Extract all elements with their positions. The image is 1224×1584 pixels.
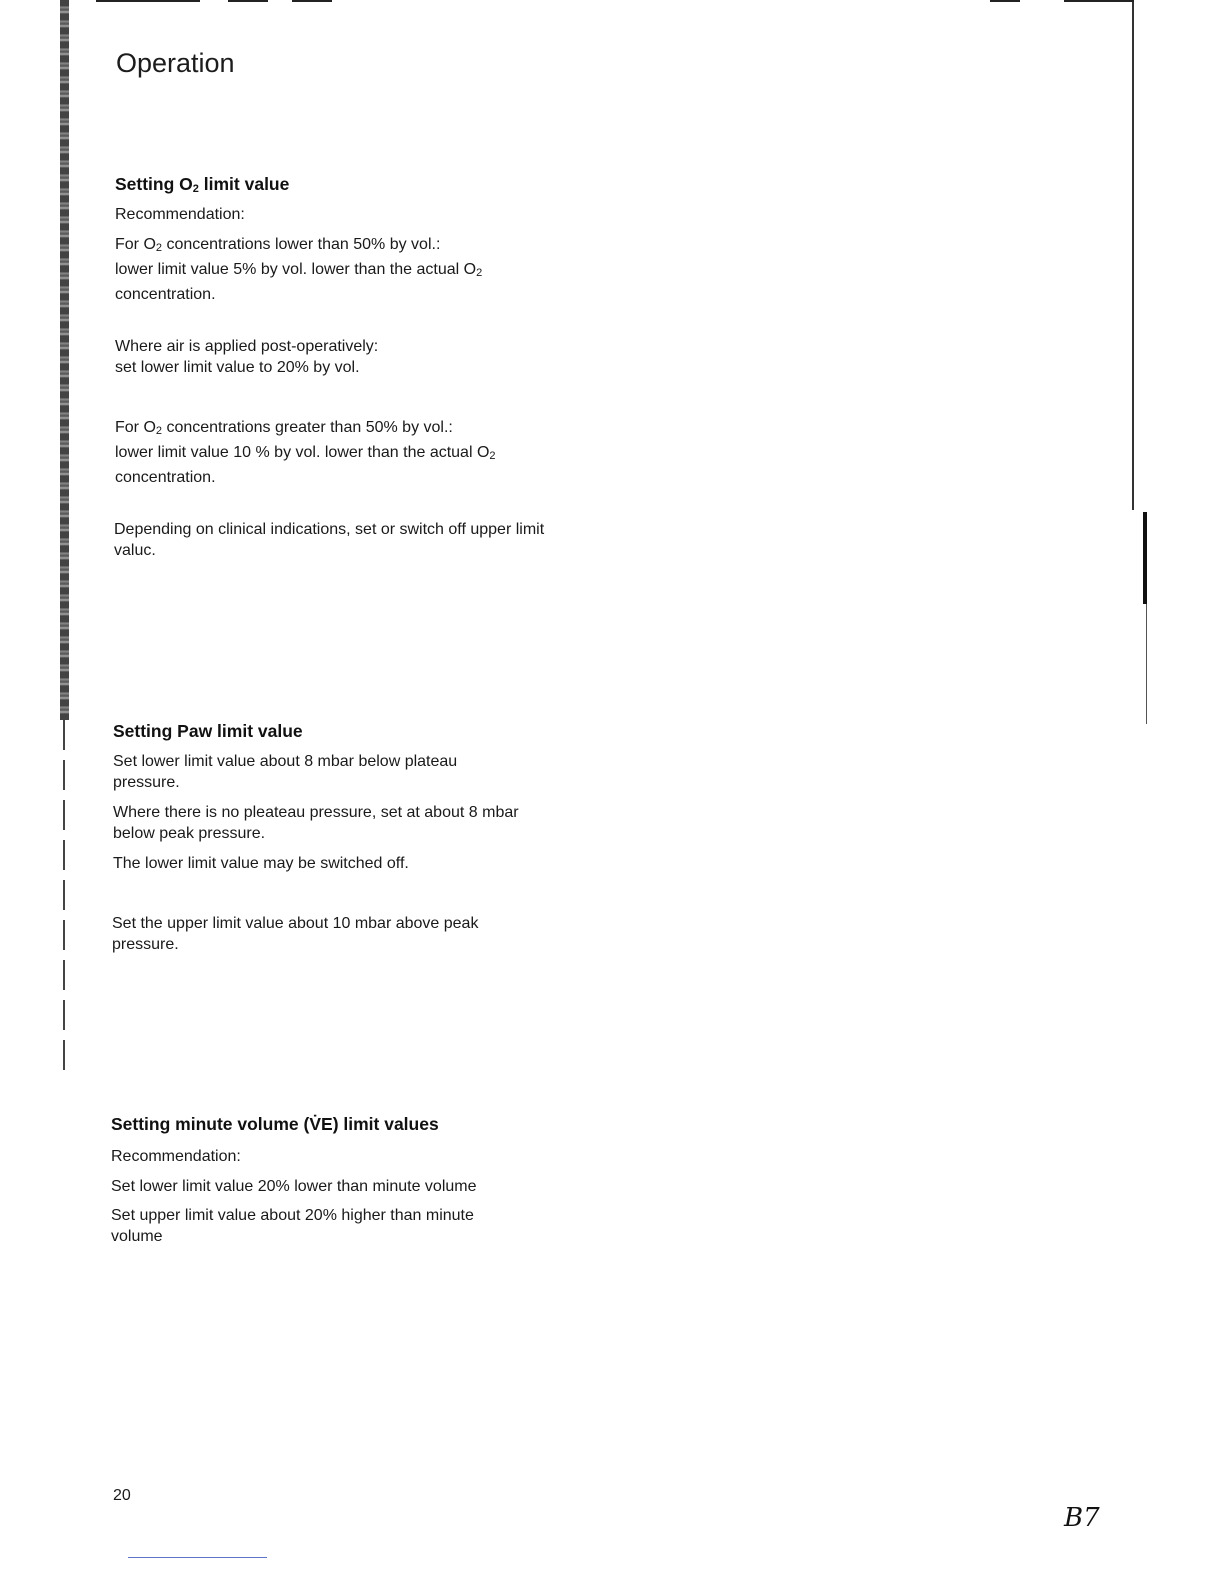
page-number: 20	[113, 1487, 131, 1504]
section-heading-o2: Setting O2 limit value	[115, 174, 290, 195]
scan-edge-right-mark	[1143, 512, 1147, 604]
paw-paragraph-lower-plateau: Set lower limit value about 8 mbar below plateau pressure.	[113, 753, 458, 791]
scan-top-line	[228, 0, 268, 2]
ve-recommendation-label: Recommendation:	[111, 1148, 241, 1165]
scan-top-line	[990, 0, 1020, 2]
paw-paragraph-upper-limit: Set the upper limit value about 10 mbar above peak pressure.	[112, 915, 479, 953]
scan-bottom-line	[128, 1557, 267, 1558]
o2-paragraph-upper-limit: Depending on clinical indications, set or switch off upper limit valuc.	[114, 521, 545, 559]
page-title: Operation	[116, 48, 235, 78]
o2-recommendation-label: Recommendation:	[115, 206, 245, 223]
paw-paragraph-no-plateau: Where there is no pleateau pressure, set at about 8 mbar below peak pressure.	[113, 804, 519, 842]
o2-paragraph-high-concentration: For O2 concentrations greater than 50% by vol.: lower limit value 10 % by vol. lower than the actual O2 concentration.	[115, 419, 496, 486]
scan-edge-right	[1132, 0, 1134, 510]
scan-edge-left-lower	[63, 720, 65, 1080]
scan-edge-left	[60, 0, 69, 720]
section-heading-minute-volume: Setting minute volume (V̇E) limit values	[111, 1114, 439, 1134]
handwritten-mark: B7	[1064, 1503, 1100, 1533]
scan-top-line	[96, 0, 200, 2]
ve-paragraph-lower-limit: Set lower limit value 20% lower than minute volume	[111, 1178, 477, 1195]
o2-paragraph-low-concentration: For O2 concentrations lower than 50% by vol.: lower limit value 5% by vol. lower than the actual O2 concentration.	[115, 236, 483, 303]
scan-top-line	[1064, 0, 1134, 2]
paw-paragraph-switch-off: The lower limit value may be switched off.	[113, 855, 409, 872]
scan-top-line	[292, 0, 332, 2]
scan-edge-right-lower	[1146, 604, 1147, 724]
o2-paragraph-post-operative: Where air is applied post-operatively: set lower limit value to 20% by vol.	[115, 338, 379, 376]
ve-paragraph-upper-limit: Set upper limit value about 20% higher than minute volume	[111, 1207, 474, 1245]
section-heading-paw: Setting Paw limit value	[113, 721, 303, 741]
